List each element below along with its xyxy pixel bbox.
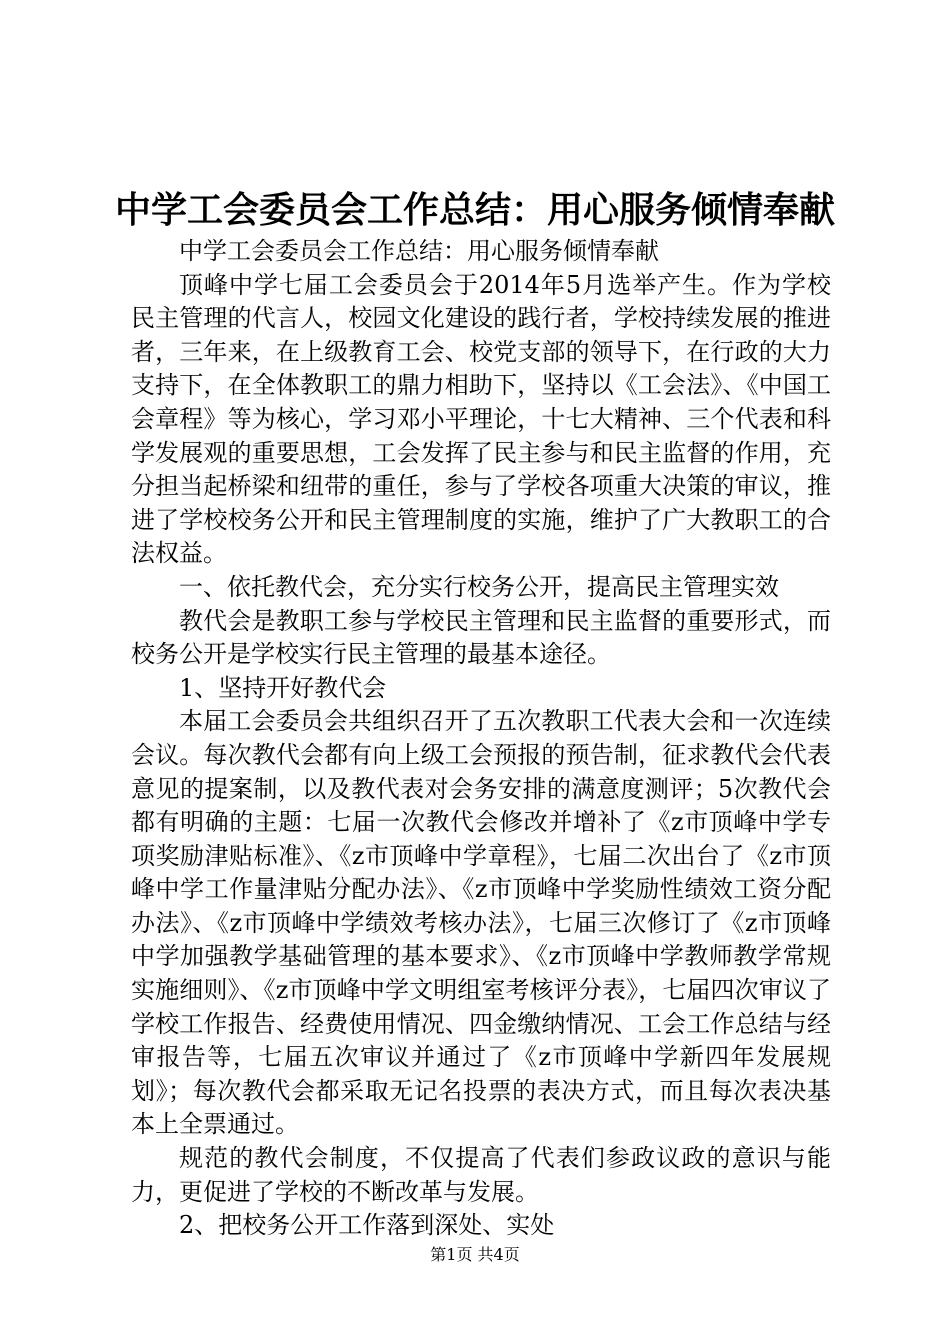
paragraph-subsection-1-summary: 规范的教代会制度，不仅提高了代表们参政议政的意识与能力，更促进了学校的不断改革与发展。 xyxy=(131,1144,831,1206)
paragraph-subtitle: 中学工会委员会工作总结：用心服务倾情奉献 xyxy=(179,237,659,265)
paragraph-subsection-1: 本届工会委员会共组织召开了五次教职工代表大会和一次连续会议。每次教代会都有向上级工会预报的预告制，征求教代会代表意见的提案制，以及教代表对会务安排的满意度测评；5次教代会都有明确的主题：七届一次教代会修改并增补了《z市顶峰中学专项奖励津贴标准》、《z市顶峰中学章程》，七届二次出台了《z市顶峰中学工作量津贴分配办法》、《z市顶峰中学奖励性绩效工资分配办法》、《z市顶峰中学绩效考核办法》，七届三次修订了《z市顶峰中学加强教学基础管理的基本要求》、《z市顶峰中学教师教学常规实施细则》、《z市顶峰中学文明组室考核评分表》，七届四次审议了学校工作报告、经费使用情况、四金缴纳情况、工会工作总结与经审报告等，七届五次审议并通过了《z市顶峰中学新四年发展规划》；每次教代会都采取无记名投票的表决方式，而且每次表决基本上全票通过。 xyxy=(131,707,831,1139)
subsection-heading-1: 1、坚持开好教代会 xyxy=(179,673,387,702)
document-body xyxy=(131,235,831,1243)
document-title: 中学工会委员会工作总结：用心服务倾情奉献 xyxy=(114,189,835,231)
paragraph-section-1: 教代会是教职工参与学校民主管理和民主监督的重要形式，而校务公开是学校实行民主管理的最基本途径。 xyxy=(131,606,831,669)
paragraph-intro: 顶峰中学七届工会委员会于2014年5月选举产生。作为学校民主管理的代言人，校园文化建设的践行者，学校持续发展的推进者，三年来，在上级教育工会、校党支部的领导下，在行政的大力支持下，在全体教职工的鼎力相助下，坚持以《工会法》、《中国工会章程》等为核心，学习邓小平理论，十七大精神、三个代表和科学发展观的重要思想，工会发挥了民主参与和民主监督的作用，充分担当起桥梁和纽带的重任，参与了学校各项重大决策的审议，推进了学校校务公开和民主管理制度的实施，维护了广大教职工的合法权益。 xyxy=(131,270,831,568)
subsection-heading-2: 2、把校务公开工作落到深处、实处 xyxy=(179,1211,555,1240)
page-footer: 第1页 共4页 xyxy=(430,1245,520,1264)
section-heading-1: 一、依托教代会，充分实行校务公开，提高民主管理实效 xyxy=(179,572,779,601)
